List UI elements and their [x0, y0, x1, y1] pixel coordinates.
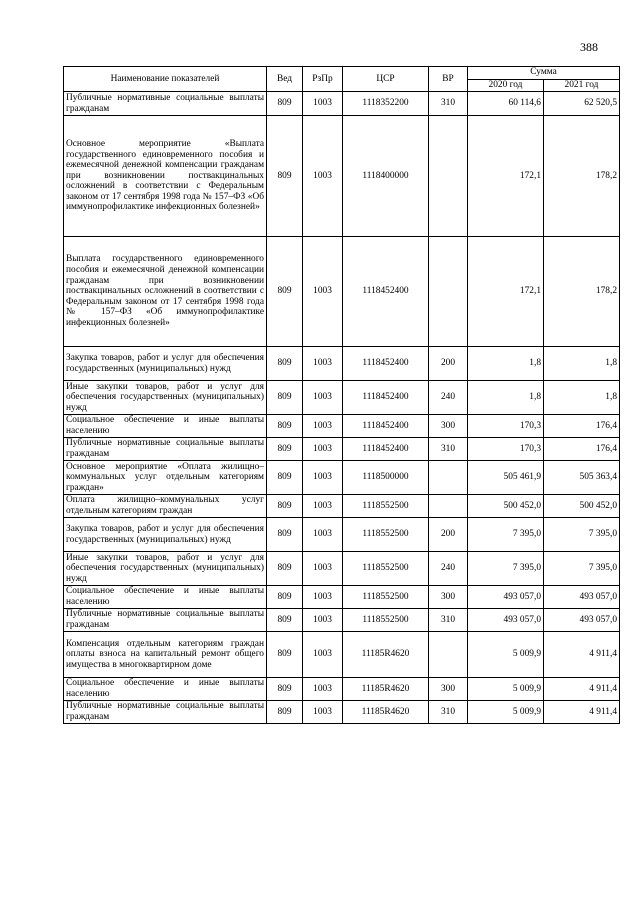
row-rzpr: 1003 [303, 609, 343, 632]
row-amount-2020: 172,1 [468, 237, 544, 347]
row-name: Публичные нормативные социальные выплаты гражданам [64, 92, 267, 116]
row-csr: 1118552500 [343, 518, 429, 552]
row-amount-2020: 5 009,9 [468, 678, 544, 701]
row-name: Публичные нормативные социальные выплаты гражданам [64, 701, 267, 724]
table-row [64, 586, 620, 609]
row-csr: 11185R4620 [343, 678, 429, 701]
row-ved: 809 [267, 415, 303, 438]
row-amount-2020: 1,8 [468, 381, 544, 415]
table-body [64, 92, 620, 724]
row-csr: 1118452400 [343, 438, 429, 461]
row-name: Социальное обеспечение и иные выплаты населению [64, 415, 267, 438]
table-row [64, 381, 620, 415]
header-name: Наименование показателей [64, 67, 267, 92]
row-ved: 809 [267, 678, 303, 701]
row-name: Основное мероприятие «Выплата государственного единовременного пособия и ежемесячной денежной компенсации гражданам при возникновении поствакцинальных осложнений в соответствии с Федеральным законом от 17 сентября 1998 года № 157–ФЗ «Об иммунопрофилактике инфекционных болезней» [64, 116, 267, 237]
row-rzpr: 1003 [303, 518, 343, 552]
row-name: Социальное обеспечение и иные выплаты населению [64, 678, 267, 701]
row-rzpr: 1003 [303, 92, 343, 116]
row-vr: 310 [429, 92, 468, 116]
row-csr: 11185R4620 [343, 632, 429, 678]
row-rzpr: 1003 [303, 586, 343, 609]
table-row [64, 116, 620, 237]
row-rzpr: 1003 [303, 461, 343, 495]
row-csr: 1118500000 [343, 461, 429, 495]
row-rzpr: 1003 [303, 701, 343, 724]
row-amount-2021: 7 395,0 [544, 552, 620, 586]
row-amount-2021: 4 911,4 [544, 678, 620, 701]
row-csr: 1118452400 [343, 381, 429, 415]
row-vr: 300 [429, 586, 468, 609]
row-rzpr: 1003 [303, 415, 343, 438]
table-row [64, 632, 620, 678]
row-vr: 310 [429, 438, 468, 461]
table-row [64, 92, 620, 116]
row-vr: 200 [429, 347, 468, 381]
row-rzpr: 1003 [303, 381, 343, 415]
row-amount-2020: 505 461,9 [468, 461, 544, 495]
row-name: Оплата жилищно–коммунальных услуг отдельным категориям граждан [64, 495, 267, 518]
row-amount-2020: 493 057,0 [468, 586, 544, 609]
row-vr [429, 632, 468, 678]
row-amount-2020: 5 009,9 [468, 701, 544, 724]
row-csr: 1118452400 [343, 237, 429, 347]
row-vr: 310 [429, 701, 468, 724]
row-vr [429, 237, 468, 347]
row-ved: 809 [267, 701, 303, 724]
row-amount-2021: 178,2 [544, 237, 620, 347]
header-rzpr: РзПр [303, 67, 343, 92]
row-amount-2020: 60 114,6 [468, 92, 544, 116]
row-amount-2020: 7 395,0 [468, 518, 544, 552]
row-ved: 809 [267, 347, 303, 381]
table-row [64, 438, 620, 461]
row-name: Публичные нормативные социальные выплаты гражданам [64, 438, 267, 461]
row-vr [429, 116, 468, 237]
row-csr: 1118452400 [343, 415, 429, 438]
row-vr: 240 [429, 381, 468, 415]
row-vr [429, 461, 468, 495]
row-amount-2021: 500 452,0 [544, 495, 620, 518]
row-amount-2020: 500 452,0 [468, 495, 544, 518]
row-vr: 300 [429, 415, 468, 438]
row-csr: 11185R4620 [343, 701, 429, 724]
row-rzpr: 1003 [303, 632, 343, 678]
row-rzpr: 1003 [303, 678, 343, 701]
row-rzpr: 1003 [303, 347, 343, 381]
row-ved: 809 [267, 438, 303, 461]
row-amount-2021: 176,4 [544, 415, 620, 438]
row-name: Выплата государственного единовременного пособия и ежемесячной денежной компенсации гражданам при возникновении поствакцинальных осложнений в соответствии с Федеральным законом от 17 сентября 1998 года № 157–ФЗ «Об иммунопрофилактике инфекционных болезней» [64, 237, 267, 347]
budget-table [63, 66, 620, 724]
row-amount-2020: 1,8 [468, 347, 544, 381]
row-ved: 809 [267, 495, 303, 518]
row-vr: 240 [429, 552, 468, 586]
row-rzpr: 1003 [303, 552, 343, 586]
table-header [64, 67, 620, 92]
row-csr: 1118452400 [343, 347, 429, 381]
table-row [64, 347, 620, 381]
row-amount-2020: 172,1 [468, 116, 544, 237]
table-row [64, 237, 620, 347]
table-row [64, 678, 620, 701]
table-row [64, 415, 620, 438]
header-vr: ВР [429, 67, 468, 92]
table-row [64, 495, 620, 518]
row-ved: 809 [267, 461, 303, 495]
row-ved: 809 [267, 116, 303, 237]
row-amount-2020: 170,3 [468, 438, 544, 461]
header-year-2021: 2021 год [544, 79, 620, 92]
row-amount-2021: 505 363,4 [544, 461, 620, 495]
row-amount-2021: 4 911,4 [544, 701, 620, 724]
row-csr: 1118552500 [343, 609, 429, 632]
row-amount-2021: 493 057,0 [544, 609, 620, 632]
row-ved: 809 [267, 632, 303, 678]
row-csr: 1118400000 [343, 116, 429, 237]
row-rzpr: 1003 [303, 495, 343, 518]
row-name: Закупка товаров, работ и услуг для обеспечения государственных (муниципальных) нужд [64, 347, 267, 381]
header-sum: Сумма [468, 67, 620, 80]
row-amount-2021: 176,4 [544, 438, 620, 461]
row-csr: 1118352200 [343, 92, 429, 116]
row-amount-2021: 7 395,0 [544, 518, 620, 552]
row-name: Компенсация отдельным категориям граждан оплаты взноса на капитальный ремонт общего имущества в многоквартирном доме [64, 632, 267, 678]
row-amount-2020: 170,3 [468, 415, 544, 438]
row-vr: 310 [429, 609, 468, 632]
row-name: Закупка товаров, работ и услуг для обеспечения государственных (муниципальных) нужд [64, 518, 267, 552]
row-ved: 809 [267, 518, 303, 552]
row-ved: 809 [267, 552, 303, 586]
header-ved: Вед [267, 67, 303, 92]
row-name: Основное мероприятие «Оплата жилищно–коммунальных услуг отдельным категориям граждан» [64, 461, 267, 495]
header-csr: ЦСР [343, 67, 429, 92]
row-name: Публичные нормативные социальные выплаты гражданам [64, 609, 267, 632]
page-number: 388 [580, 40, 598, 54]
table-row [64, 552, 620, 586]
row-vr [429, 495, 468, 518]
row-rzpr: 1003 [303, 116, 343, 237]
row-ved: 809 [267, 381, 303, 415]
row-amount-2021: 178,2 [544, 116, 620, 237]
row-amount-2021: 62 520,5 [544, 92, 620, 116]
row-amount-2021: 4 911,4 [544, 632, 620, 678]
row-amount-2021: 1,8 [544, 381, 620, 415]
row-name: Социальное обеспечение и иные выплаты населению [64, 586, 267, 609]
table-row [64, 518, 620, 552]
row-ved: 809 [267, 609, 303, 632]
row-rzpr: 1003 [303, 237, 343, 347]
row-amount-2020: 5 009,9 [468, 632, 544, 678]
row-name: Иные закупки товаров, работ и услуг для обеспечения государственных (муниципальных) нужд [64, 552, 267, 586]
row-ved: 809 [267, 586, 303, 609]
row-vr: 200 [429, 518, 468, 552]
row-csr: 1118552500 [343, 495, 429, 518]
row-csr: 1118552500 [343, 586, 429, 609]
table-row [64, 609, 620, 632]
row-amount-2021: 1,8 [544, 347, 620, 381]
row-csr: 1118552500 [343, 552, 429, 586]
row-name: Иные закупки товаров, работ и услуг для обеспечения государственных (муниципальных) нужд [64, 381, 267, 415]
table-row [64, 461, 620, 495]
row-amount-2020: 7 395,0 [468, 552, 544, 586]
row-vr: 300 [429, 678, 468, 701]
header-year-2020: 2020 год [468, 79, 544, 92]
row-amount-2020: 493 057,0 [468, 609, 544, 632]
row-ved: 809 [267, 92, 303, 116]
row-ved: 809 [267, 237, 303, 347]
row-rzpr: 1003 [303, 438, 343, 461]
table-row [64, 701, 620, 724]
row-amount-2021: 493 057,0 [544, 586, 620, 609]
